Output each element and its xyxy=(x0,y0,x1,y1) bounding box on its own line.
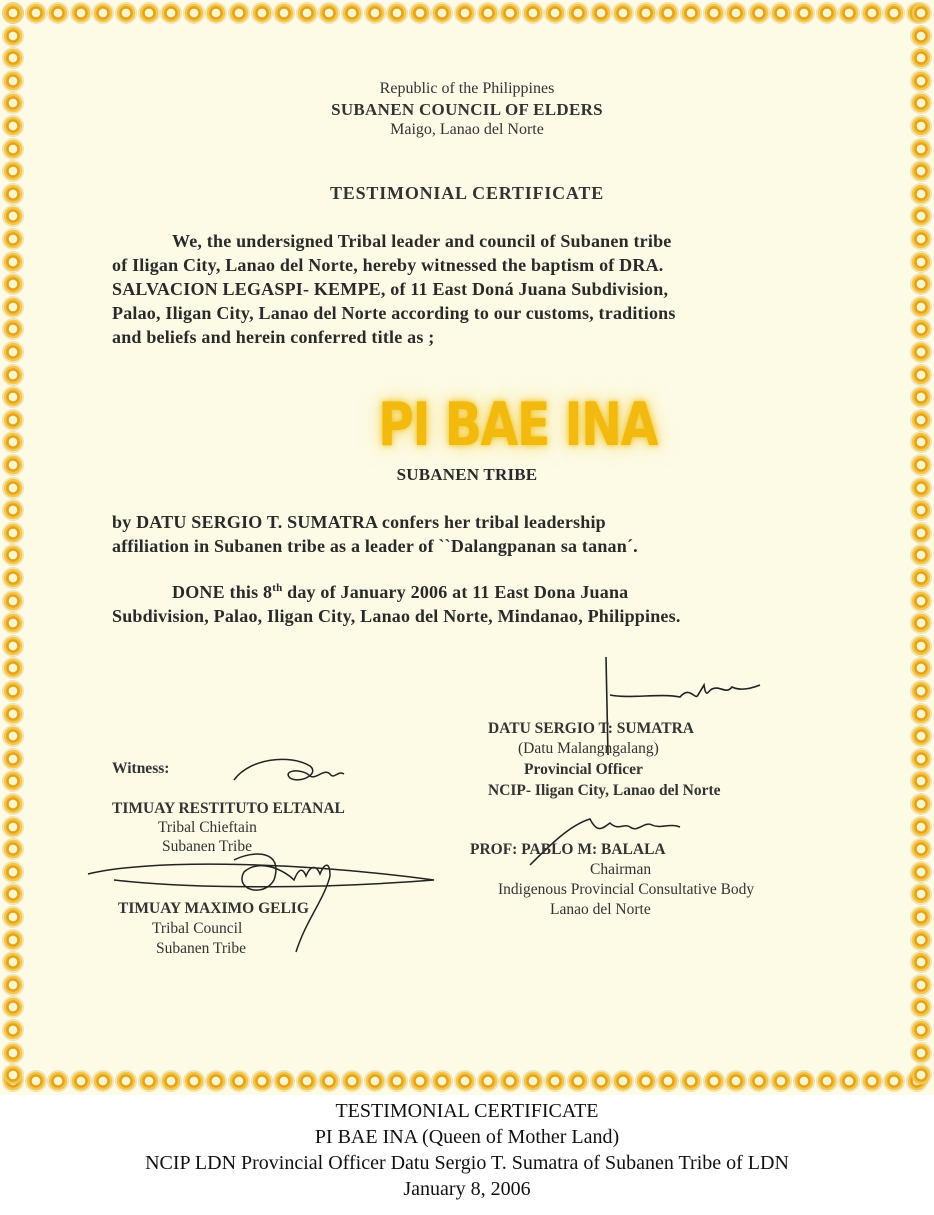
sun-ornament-icon xyxy=(911,817,931,837)
sun-ornament-icon xyxy=(93,3,113,23)
sun-ornament-icon xyxy=(523,3,543,23)
sun-ornament-icon xyxy=(568,1071,588,1091)
sun-ornament-icon xyxy=(911,297,931,317)
sun-ornament-icon xyxy=(545,1071,565,1091)
restituto-role: Tribal Chieftain xyxy=(158,819,257,836)
sun-ornament-icon xyxy=(3,545,23,565)
header-location: Maigo, Lanao del Norte xyxy=(390,121,544,138)
sun-ornament-icon xyxy=(319,3,339,23)
sun-ornament-icon xyxy=(161,3,181,23)
sun-ornament-icon xyxy=(3,500,23,520)
sun-ornament-icon xyxy=(911,636,931,656)
sun-ornament-icon xyxy=(681,1071,701,1091)
sun-ornament-icon xyxy=(3,139,23,159)
sun-ornament-icon xyxy=(911,613,931,633)
sun-ornament-icon xyxy=(297,1071,317,1091)
sun-ornament-icon xyxy=(884,1071,904,1091)
sun-ornament-icon xyxy=(3,342,23,362)
caption-line-4: January 8, 2006 xyxy=(403,1178,531,1200)
datu-name: DATU SERGIO T: SUMATRA xyxy=(488,720,694,737)
sun-ornament-icon xyxy=(297,3,317,23)
sun-ornament-icon xyxy=(613,3,633,23)
caption-line-1: TESTIMONIAL CERTIFICATE xyxy=(335,1100,599,1122)
sun-ornament-icon xyxy=(817,3,837,23)
sun-ornament-icon xyxy=(911,410,931,430)
sun-ornament-icon xyxy=(911,229,931,249)
sun-ornament-icon xyxy=(3,26,23,46)
sun-ornament-icon xyxy=(3,1020,23,1040)
sun-ornament-icon xyxy=(884,3,904,23)
sun-ornament-icon xyxy=(274,3,294,23)
body-line-3: SALVACION LEGASPI- KEMPE, of 11 East Doná Juana Subdivision, xyxy=(112,279,669,299)
sun-ornament-icon xyxy=(229,1071,249,1091)
restituto-name: TIMUAY RESTITUTO ELTANAL xyxy=(112,800,345,817)
sun-ornament-icon xyxy=(862,1071,882,1091)
body-line-5: and beliefs and herein conferred title as ; xyxy=(112,327,435,347)
sun-ornament-icon xyxy=(455,1071,475,1091)
sun-ornament-icon xyxy=(771,3,791,23)
sun-ornament-icon xyxy=(26,3,46,23)
datu-alias: (Datu Malangngalang) xyxy=(518,740,659,757)
balala-body: Indigenous Provincial Consultative Body xyxy=(498,881,755,898)
sun-ornament-icon xyxy=(365,3,385,23)
sun-ornament-icon xyxy=(911,1043,931,1063)
balala-place: Lanao del Norte xyxy=(550,901,651,918)
sun-ornament-icon xyxy=(911,1020,931,1040)
confers-line-1: by DATU SERGIO T. SUMATRA confers her tribal leadership xyxy=(112,512,606,532)
sun-ornament-icon xyxy=(911,839,931,859)
sun-ornament-icon xyxy=(3,907,23,927)
sun-ornament-icon xyxy=(410,1071,430,1091)
sun-ornament-icon xyxy=(911,161,931,181)
sun-ornament-icon xyxy=(911,862,931,882)
sun-ornament-icon xyxy=(274,1071,294,1091)
sun-ornament-icon xyxy=(704,3,724,23)
sun-ornament-icon xyxy=(658,1071,678,1091)
sun-ornament-icon xyxy=(911,771,931,791)
sun-ornament-icon xyxy=(93,1071,113,1091)
sun-border-left xyxy=(0,0,26,1095)
done-line-2: Subdivision, Palao, Iligan City, Lanao del Norte, Mindanao, Philippines. xyxy=(112,606,681,626)
sun-ornament-icon xyxy=(3,704,23,724)
datu-office: NCIP- Iligan City, Lanao del Norte xyxy=(488,782,721,799)
sun-ornament-icon xyxy=(911,975,931,995)
sun-ornament-icon xyxy=(3,749,23,769)
sun-ornament-icon xyxy=(704,1071,724,1091)
sun-ornament-icon xyxy=(636,3,656,23)
sun-ornament-icon xyxy=(3,410,23,430)
sun-ornament-icon xyxy=(500,3,520,23)
sun-ornament-icon xyxy=(911,884,931,904)
sun-ornament-icon xyxy=(206,1071,226,1091)
witness-label: Witness: xyxy=(112,760,170,777)
sun-ornament-icon xyxy=(911,342,931,362)
sun-ornament-icon xyxy=(911,365,931,385)
tribe-label: SUBANEN TRIBE xyxy=(396,465,538,484)
sun-ornament-icon xyxy=(161,1071,181,1091)
sun-ornament-icon xyxy=(3,48,23,68)
sun-ornament-icon xyxy=(911,952,931,972)
sun-ornament-icon xyxy=(26,1071,46,1091)
sun-ornament-icon xyxy=(71,1071,91,1091)
sun-ornament-icon xyxy=(365,1071,385,1091)
sun-ornament-icon xyxy=(3,387,23,407)
sun-ornament-icon xyxy=(681,3,701,23)
sun-ornament-icon xyxy=(3,794,23,814)
sun-ornament-icon xyxy=(455,3,475,23)
sun-ornament-icon xyxy=(3,930,23,950)
sun-ornament-icon xyxy=(3,591,23,611)
sun-ornament-icon xyxy=(911,252,931,272)
sun-ornament-icon xyxy=(794,1071,814,1091)
sun-ornament-icon xyxy=(911,523,931,543)
sun-ornament-icon xyxy=(3,432,23,452)
sun-ornament-icon xyxy=(3,297,23,317)
sun-ornament-icon xyxy=(911,591,931,611)
sun-ornament-icon xyxy=(206,3,226,23)
sun-ornament-icon xyxy=(911,139,931,159)
sun-ornament-icon xyxy=(911,274,931,294)
sun-ornament-icon xyxy=(116,3,136,23)
sun-ornament-icon xyxy=(3,681,23,701)
sun-ornament-icon xyxy=(3,523,23,543)
body-line-2: of Iligan City, Lanao del Norte, hereby witnessed the baptism of DRA. xyxy=(112,255,664,275)
sun-ornament-icon xyxy=(252,1071,272,1091)
sun-ornament-icon xyxy=(3,613,23,633)
sun-ornament-icon xyxy=(591,1071,611,1091)
sun-ornament-icon xyxy=(911,545,931,565)
sun-ornament-icon xyxy=(3,365,23,385)
sun-ornament-icon xyxy=(911,206,931,226)
header-council: SUBANEN COUNCIL OF ELDERS xyxy=(331,100,603,119)
sun-ornament-icon xyxy=(3,206,23,226)
sun-ornament-icon xyxy=(726,3,746,23)
sun-ornament-icon xyxy=(591,3,611,23)
datu-position: Provincial Officer xyxy=(524,761,643,778)
sun-ornament-icon xyxy=(3,658,23,678)
sun-ornament-icon xyxy=(862,3,882,23)
sun-ornament-icon xyxy=(911,907,931,927)
sun-ornament-icon xyxy=(911,1065,931,1085)
sun-ornament-icon xyxy=(3,839,23,859)
sun-ornament-icon xyxy=(71,3,91,23)
restituto-group: Subanen Tribe xyxy=(162,838,252,855)
sun-ornament-icon xyxy=(3,997,23,1017)
sun-ornament-icon xyxy=(252,3,272,23)
sun-ornament-icon xyxy=(342,3,362,23)
sun-ornament-icon xyxy=(319,1071,339,1091)
sun-ornament-icon xyxy=(911,997,931,1017)
sun-ornament-icon xyxy=(911,568,931,588)
sun-ornament-icon xyxy=(3,319,23,339)
sun-ornament-icon xyxy=(3,771,23,791)
sun-ornament-icon xyxy=(911,500,931,520)
sun-ornament-icon xyxy=(545,3,565,23)
sun-ornament-icon xyxy=(3,726,23,746)
sun-ornament-icon xyxy=(139,3,159,23)
sun-ornament-icon xyxy=(3,3,23,23)
sun-ornament-icon xyxy=(636,1071,656,1091)
caption-line-3: NCIP LDN Provincial Officer Datu Sergio T. Sumatra of Subanen Tribe of LDN xyxy=(145,1152,789,1174)
sun-ornament-icon xyxy=(613,1071,633,1091)
sun-border-bottom xyxy=(0,1068,934,1094)
sun-ornament-icon xyxy=(3,884,23,904)
sun-ornament-icon xyxy=(387,3,407,23)
sun-ornament-icon xyxy=(3,1065,23,1085)
sun-ornament-icon xyxy=(911,432,931,452)
header-republic: Republic of the Philippines xyxy=(379,80,555,97)
sun-ornament-icon xyxy=(410,3,430,23)
sun-ornament-icon xyxy=(3,568,23,588)
sun-ornament-icon xyxy=(911,26,931,46)
maximo-role: Tribal Council xyxy=(152,920,243,937)
sun-ornament-icon xyxy=(48,1071,68,1091)
sun-ornament-icon xyxy=(139,1071,159,1091)
sun-ornament-icon xyxy=(911,658,931,678)
certificate-title: TESTIMONIAL CERTIFICATE xyxy=(330,183,604,203)
sun-ornament-icon xyxy=(749,3,769,23)
sun-ornament-icon xyxy=(229,3,249,23)
sun-ornament-icon xyxy=(911,319,931,339)
sun-ornament-icon xyxy=(839,3,859,23)
confers-line-2: affiliation in Subanen tribe as a leader of ``Dalangpanan sa tanan´. xyxy=(112,536,638,556)
balala-role: Chairman xyxy=(590,861,652,878)
sun-ornament-icon xyxy=(3,817,23,837)
sun-ornament-icon xyxy=(771,1071,791,1091)
sun-ornament-icon xyxy=(3,274,23,294)
sun-ornament-icon xyxy=(523,1071,543,1091)
sun-ornament-icon xyxy=(116,1071,136,1091)
sun-ornament-icon xyxy=(794,3,814,23)
done-line-1: DONE this 8th day of January 2006 at 11 East Dona Juana xyxy=(172,582,629,602)
sun-ornament-icon xyxy=(3,952,23,972)
sun-border-top xyxy=(0,0,934,26)
sun-ornament-icon xyxy=(184,1071,204,1091)
maximo-name: TIMUAY MAXIMO GELIG xyxy=(118,900,309,917)
sun-ornament-icon xyxy=(478,1071,498,1091)
sun-ornament-icon xyxy=(911,3,931,23)
sun-ornament-icon xyxy=(478,3,498,23)
sun-ornament-icon xyxy=(3,252,23,272)
sun-ornament-icon xyxy=(911,749,931,769)
maximo-group: Subanen Tribe xyxy=(156,940,246,957)
sun-ornament-icon xyxy=(911,794,931,814)
sun-ornament-icon xyxy=(658,3,678,23)
sun-ornament-icon xyxy=(911,704,931,724)
sun-ornament-icon xyxy=(3,636,23,656)
conferred-title: PI BAE INA xyxy=(378,390,657,460)
sun-ornament-icon xyxy=(911,930,931,950)
sun-ornament-icon xyxy=(3,862,23,882)
sun-ornament-icon xyxy=(911,726,931,746)
sun-ornament-icon xyxy=(3,975,23,995)
sun-ornament-icon xyxy=(500,1071,520,1091)
body-line-1: We, the undersigned Tribal leader and council of Subanen tribe xyxy=(172,231,672,251)
sun-ornament-icon xyxy=(726,1071,746,1091)
sun-ornament-icon xyxy=(184,3,204,23)
sun-ornament-icon xyxy=(432,1071,452,1091)
sun-ornament-icon xyxy=(3,1043,23,1063)
sun-border-right xyxy=(908,0,934,1095)
sun-ornament-icon xyxy=(3,229,23,249)
balala-name: PROF: PABLO M: BALALA xyxy=(470,841,666,858)
sun-ornament-icon xyxy=(839,1071,859,1091)
sun-ornament-icon xyxy=(911,681,931,701)
sun-ornament-icon xyxy=(48,3,68,23)
body-line-4: Palao, Iligan City, Lanao del Norte according to our customs, traditions xyxy=(112,303,676,323)
sun-ornament-icon xyxy=(817,1071,837,1091)
sun-ornament-icon xyxy=(911,387,931,407)
sun-ornament-icon xyxy=(342,1071,362,1091)
sun-ornament-icon xyxy=(3,161,23,181)
sun-ornament-icon xyxy=(432,3,452,23)
sun-ornament-icon xyxy=(568,3,588,23)
sun-ornament-icon xyxy=(387,1071,407,1091)
sun-ornament-icon xyxy=(911,48,931,68)
sun-ornament-icon xyxy=(749,1071,769,1091)
caption-line-2: PI BAE INA (Queen of Mother Land) xyxy=(314,1126,620,1148)
